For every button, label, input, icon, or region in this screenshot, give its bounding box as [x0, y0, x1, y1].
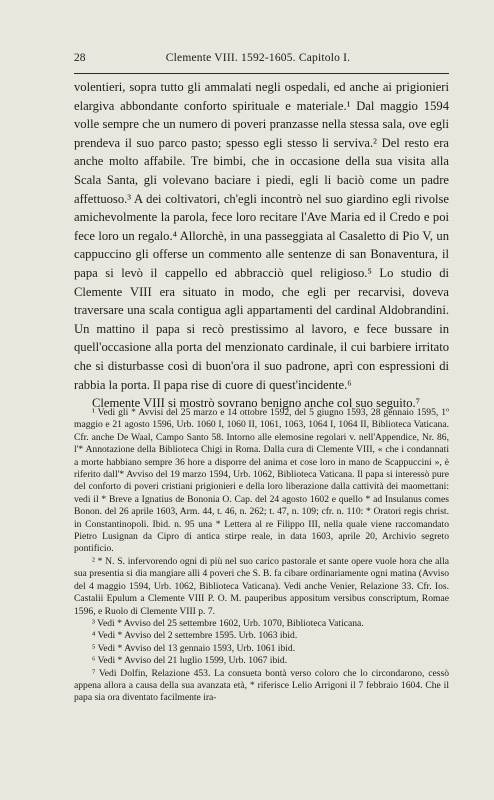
footnote: ⁵ Vedi * Avviso del 13 gennaio 1593, Urb. 1061 ibid.	[92, 642, 296, 654]
main-paragraph: Clemente VIII si mostrò sovrano benigno anche col suo seguito.⁷	[92, 396, 421, 411]
footnote: ¹ Vedi gli * Avvisi del 25 marzo e 14 ottobre 1592, del 5 giugno 1593, 28 gennaio 1595, 1º maggio e 21 agosto 1596, Urb. 1060 I, 1060 II, 1061, 1063, 1064 I, 1064 II, Biblioteca Vaticana. Cfr. anche De Waal, Campo Santo 58. Intorno alle elemosine regolari v. nell'Appendice, Nr. 86, l'* Annotazione della Biblioteca Chigi in Roma. Dalla cura di Clemente VIII, « che i condannati a morte habbiano sempre 36 hore a disporre del anima et cose loro in mano de Scappuccini », è riferito dall'* Avviso del 19 marzo 1594, Urb. 1062, Biblioteca Vaticana. Il papa si interessò pure del conforto di poveri cristiani prigionieri e della loro liberazione dalla cattività dei maomettani: vedi il * Breve a Ignatius de Bononia O. Cap. del 24 agosto 1602 e quello * ad Insulanus comes Bonon. del 26 aprile 1603, Arm. 44, t. 46, n. 262; t. 47, n. 109; cfr. n. 110: * Oratori regis christ. in Constantinopoli. Ibid. n. 95 una * Lettera al re Filippo III, nella quale viene raccomandato Pietro Lusignan da Cipro di antica stirpe reale, in data 1603, aprile 20, Archivio segreto pontificio.	[74, 407, 449, 555]
footnote: ³ Vedi * Avviso del 25 settembre 1602, Urb. 1070, Biblioteca Vaticana.	[92, 617, 364, 629]
footnote: ⁴ Vedi * Avviso del 2 settembre 1595. Urb. 1063 ibid.	[92, 630, 298, 642]
footnote: ⁶ Vedi * Avviso del 21 luglio 1599, Urb. 1067 ibid.	[92, 655, 288, 667]
footnote: ⁷ Vedi Dolfin, Relazione 453. La consueta bontà verso coloro che lo circondarono, cessò appena allora a causa della sua avanzata età, * riferisce Lelio Arrigoni il 7 febbraio 1604. Che il papa sia ora diventato facilmente ira-	[74, 667, 449, 704]
main-paragraph: volentieri, sopra tutto gli ammalati negli ospedali, ed anche ai prigionieri elargiva abbondante conforto spirituale e materiale.¹ Dal maggio 1594 volle sempre che un numero di poveri pranzasse nella stessa sala, ove egli prendeva il suo parco pasto; spesso egli stesso li serviva.² Del resto era anche molto affabile. Tre bimbi, che in occasione della sua visita alla Scala Santa, gli volevano baciare i piedi, egli li baciò come un padre affettuoso.³ A dei coltivatori, ch'egli incontrò nel suo giardino egli rivolse amichevolmente la parola, fece loro recitare l'Ave Maria ed il Credo e poi fece loro un regalo.⁴ Allorchè, in una passeggiata al Casaletto di Pio V, un cappuccino gli offerse un commento alle sentenze di san Bonaventura, il papa si levò il cappello ed abbracciò quel religioso.⁵ Lo studio di Clemente VIII era situato in modo, che egli per recarvisi, doveva traversare una scala contigua agli appartamenti del cardinal Aldobrandini. Un mattino il papa si recò prestissimo al lavoro, e fece bussare in quell'occasione alla porta del menzionato cardinale, il cui barbiere irritato che si disturbasse così di buon'ora il suo padrone, aprì con espressioni di rabbia la porta. Il papa rise di cuore di quest'incidente.⁶	[74, 80, 449, 392]
page-number: 28	[74, 52, 86, 64]
main-text	[74, 78, 449, 413]
page-header	[58, 52, 458, 68]
footnotes	[74, 407, 449, 705]
header-rule	[74, 73, 449, 74]
footnote: ² * N. S. infervorendo ogni di più nel suo carico pastorale et sante opere vuole hora che alla sua presentia si dia mangiare alli 4 poveri che S. B. fa cibare ordinariamente ogni matina (Avviso del 4 maggio 1594, Urb. 1062, Biblioteca Vaticana). Vedi anche Venier, Relazione 33. Cfr. Ios. Castalii Epulum a Clemente VIII P. O. M. pauperibus appositum versibus conscriptum, Romae 1596, e Ruolo di Clemente VIII p. 7.	[74, 555, 449, 617]
running-title: Clemente VIII. 1592-1605. Capitolo I.	[165, 52, 351, 64]
